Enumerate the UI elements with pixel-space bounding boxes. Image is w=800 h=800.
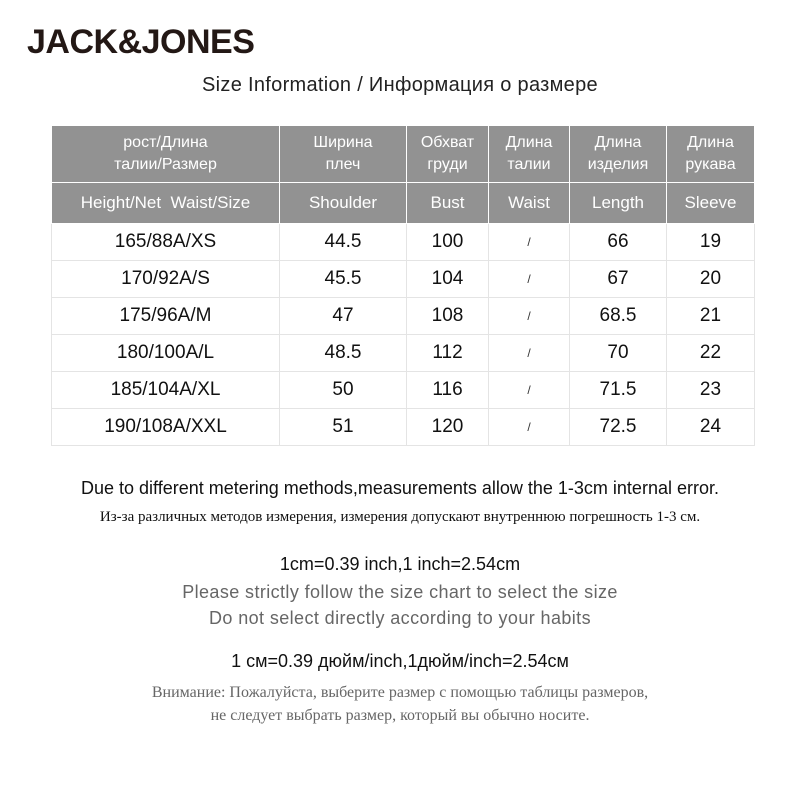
cell-waist: /	[489, 409, 570, 446]
cell-sleeve: 20	[667, 261, 755, 298]
header-ru-waist: Длина талии	[489, 126, 570, 183]
cell-shoulder: 44.5	[280, 224, 407, 261]
cell-size: 180/100A/L	[52, 335, 280, 372]
cell-bust: 100	[407, 224, 489, 261]
cell-bust: 120	[407, 409, 489, 446]
header-en-shoulder: Shoulder	[280, 183, 407, 224]
unit-conversion: 1cm=0.39 inch,1 inch=2.54cm	[279, 554, 521, 574]
header-ru-bust: Обхват груди	[407, 126, 489, 183]
header-row-en	[52, 183, 755, 224]
cell-size: 165/88A/XS	[52, 224, 280, 261]
table-row	[52, 261, 755, 298]
table-row	[52, 224, 755, 261]
cell-shoulder: 47	[280, 298, 407, 335]
warning-ru-line2: не следует выбрать размер, который вы обычно носите.	[210, 707, 590, 724]
table-row	[52, 298, 755, 335]
follow-chart-note: Please strictly follow the size chart to select the size	[182, 582, 618, 602]
warning-ru-line1: Внимание: Пожалуйста, выберите размер с помощью таблицы размеров,	[151, 684, 649, 701]
cell-length: 70	[570, 335, 667, 372]
cell-shoulder: 51	[280, 409, 407, 446]
cell-length: 72.5	[570, 409, 667, 446]
table-row	[52, 372, 755, 409]
cell-bust: 112	[407, 335, 489, 372]
cell-bust: 116	[407, 372, 489, 409]
header-ru-shoulder: Ширина плеч	[280, 126, 407, 183]
table-row	[52, 335, 755, 372]
cell-size: 175/96A/M	[52, 298, 280, 335]
cell-waist: /	[489, 224, 570, 261]
cell-waist: /	[489, 335, 570, 372]
brand-logo: JACK&JONES	[27, 23, 255, 61]
header-en-waist: Waist	[489, 183, 570, 224]
unit-conversion-ru: 1 см=0.39 дюйм/inch,1дюйм/inch=2.54см	[231, 651, 569, 671]
header-ru-size: рост/Длина талии/Размер	[52, 126, 280, 183]
table-row	[52, 409, 755, 446]
measurement-error-note-ru: Из-за различных методов измерения, измерения допускают внутреннюю погрешность 1-3 см.	[99, 509, 701, 525]
cell-length: 68.5	[570, 298, 667, 335]
size-table	[51, 125, 755, 446]
cell-sleeve: 24	[667, 409, 755, 446]
cell-shoulder: 50	[280, 372, 407, 409]
cell-shoulder: 45.5	[280, 261, 407, 298]
cell-sleeve: 21	[667, 298, 755, 335]
cell-waist: /	[489, 298, 570, 335]
header-ru-sleeve: Длина рукава	[667, 126, 755, 183]
cell-waist: /	[489, 261, 570, 298]
cell-size: 170/92A/S	[52, 261, 280, 298]
cell-size: 185/104A/XL	[52, 372, 280, 409]
habits-note: Do not select directly according to your habits	[209, 608, 591, 628]
measurement-error-note: Due to different metering methods,measurements allow the 1-3cm internal error.	[81, 478, 719, 498]
cell-length: 66	[570, 224, 667, 261]
cell-waist: /	[489, 372, 570, 409]
cell-size: 190/108A/XXL	[52, 409, 280, 446]
cell-bust: 104	[407, 261, 489, 298]
page-title: Size Information / Информация о размере	[202, 74, 598, 96]
cell-shoulder: 48.5	[280, 335, 407, 372]
cell-sleeve: 19	[667, 224, 755, 261]
header-en-length: Length	[570, 183, 667, 224]
cell-sleeve: 22	[667, 335, 755, 372]
header-row-ru	[52, 126, 755, 183]
header-en-sleeve: Sleeve	[667, 183, 755, 224]
cell-sleeve: 23	[667, 372, 755, 409]
cell-length: 71.5	[570, 372, 667, 409]
header-ru-length: Длина изделия	[570, 126, 667, 183]
cell-bust: 108	[407, 298, 489, 335]
header-en-bust: Bust	[407, 183, 489, 224]
cell-length: 67	[570, 261, 667, 298]
header-en-size: Height/Net Waist/Size	[52, 183, 280, 224]
